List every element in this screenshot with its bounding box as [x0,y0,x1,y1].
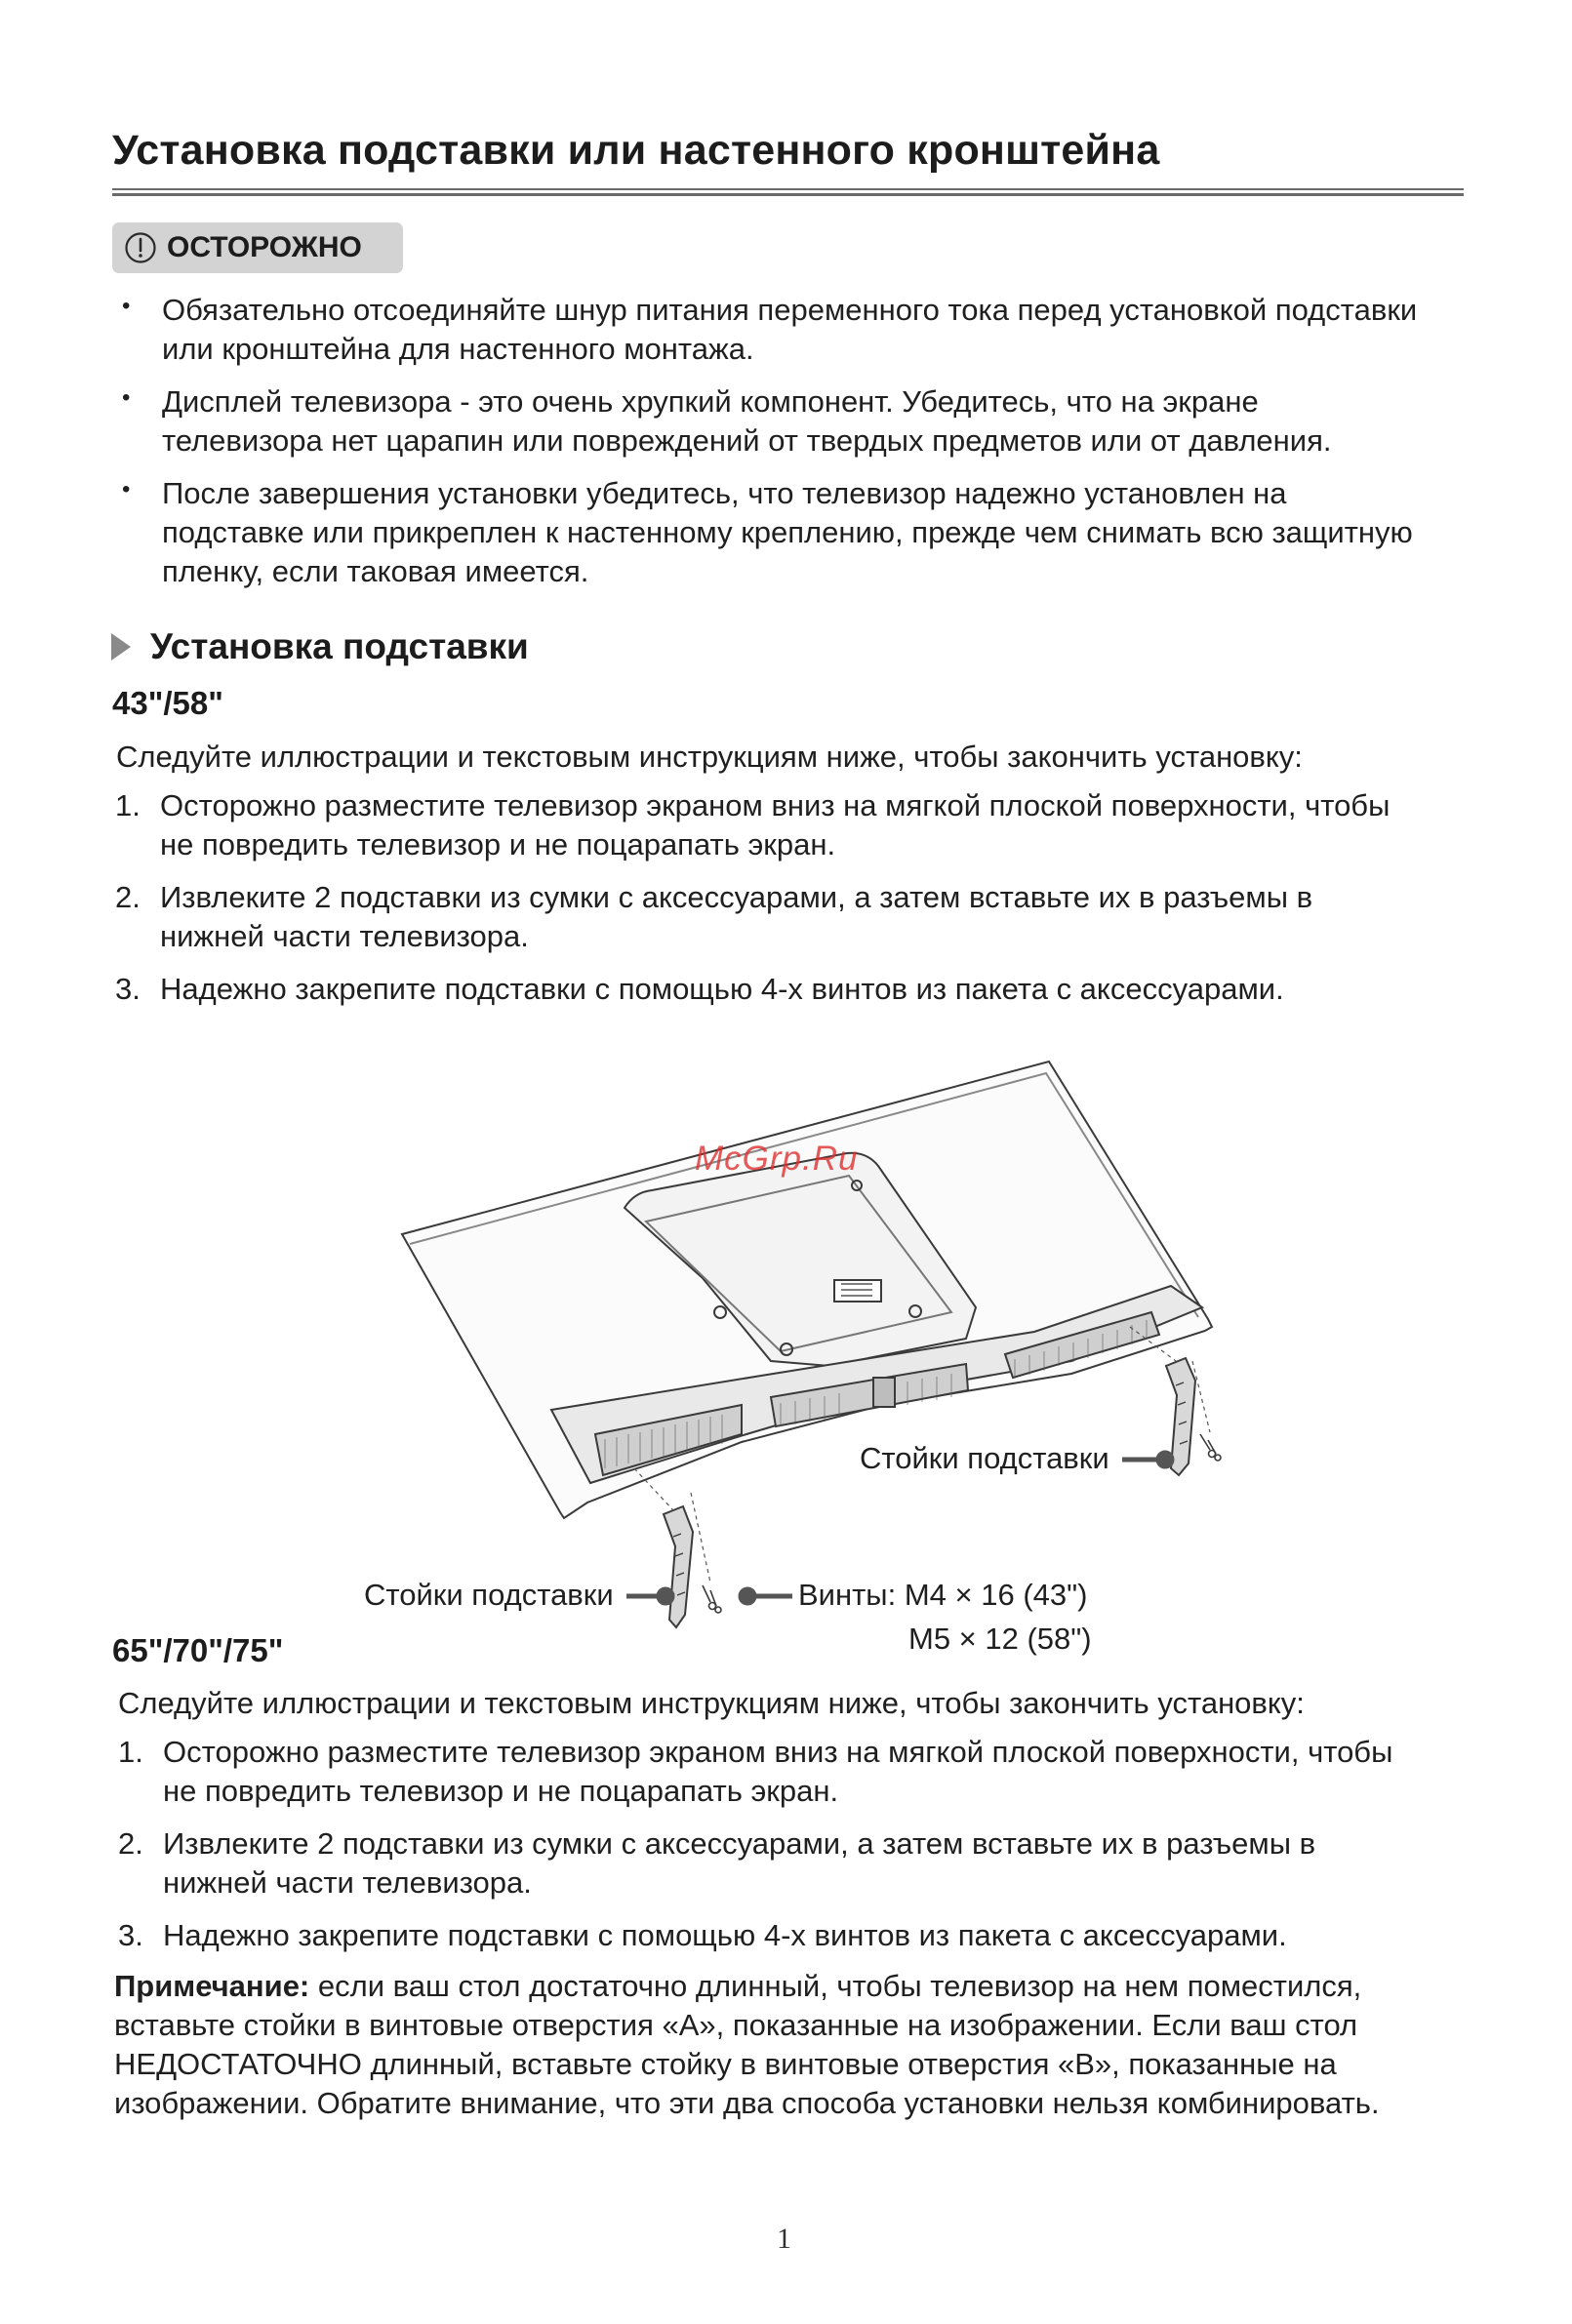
page-title: Установка подставки или настенного кронштейна [112,127,1160,174]
title-divider [112,188,1464,196]
list-item: 1. Осторожно разместите телевизор экраном вниз на мягкой плоской поверхности, чтобы не повредить телевизор и не поцарапать экран. [118,1735,1393,1808]
stand-leg-left [664,1506,693,1627]
model-heading-43-58: 43"/58" [112,685,223,721]
exclamation-circle-icon [124,231,157,264]
steps-list [118,1733,1484,1969]
note-paragraph: Примечание: если ваш стол достаточно длинный, чтобы телевизор на нем поместился, вставьте стойки в винтовые отверстия «A», показанные на изображении. Если ваш стол НЕДОСТАТОЧНО длинный, вставьте стойку в винтовые отверстия «B», показанные на изображении. Обратите внимание, что эти два способа установки нельзя комбинировать. [114,1969,1380,2120]
bullet-icon: • [122,476,131,502]
stand-label-right: Стойки подставки [860,1441,1109,1475]
screws-right [1200,1434,1221,1461]
model-heading-65-70-75: 65"/70"/75" [112,1632,284,1668]
caution-badge [112,222,403,273]
list-item: 2. Извлеките 2 подставки из сумки с аксессуарами, а затем вставьте их в разъемы в нижней части телевизора. [115,880,1313,953]
screws-label: Винты: M4 × 16 (43") [798,1578,1088,1612]
triangle-right-icon [109,631,133,662]
section-heading: Установка подставки [109,626,529,667]
watermark: McGrp.Ru [695,1140,859,1178]
list-item: 2. Извлеките 2 подставки из сумки с аксессуарами, а затем вставьте их в разъемы в нижней части телевизора. [118,1826,1316,1900]
screws-left [703,1585,721,1613]
intro-text: Следуйте иллюстрации и текстовым инструкциям ниже, чтобы закончить установку: [118,1686,1305,1720]
bullet-icon: • [122,293,131,319]
list-item: • Обязательно отсоединяйте шнур питания переменного тока перед установкой подставки или кронштейна для настенного монтажа. [112,291,1478,369]
list-item: 3. Надежно закрепите подставки с помощью 4-х винтов из пакета с аксессуарами. [115,972,1284,1006]
list-item: • Дисплей телевизора - это очень хрупкий компонент. Убедитесь, что на экране телевизора нет царапин или повреждений от твердых предметов или от давления. [112,382,1478,461]
steps-list [115,786,1481,1022]
caution-list [112,291,1478,605]
stand-label-left: Стойки подставки [364,1578,614,1612]
tv-stand-illustration [0,1044,1572,1629]
bullet-icon: • [122,384,131,411]
screws-label-line2: M5 × 12 (58") [908,1622,1092,1656]
list-item: 3. Надежно закрепите подставки с помощью 4-х винтов из пакета с аксессуарами. [118,1918,1287,1952]
note-label: Примечание: [114,1969,310,2003]
caution-label: ОСТОРОЖНО [167,231,362,263]
list-item: 1. Осторожно разместите телевизор экраном вниз на мягкой плоской поверхности, чтобы не повредить телевизор и не поцарапать экран. [115,788,1391,861]
intro-text: Следуйте иллюстрации и текстовым инструкциям ниже, чтобы закончить установку: [116,740,1303,774]
list-item: • После завершения установки убедитесь, что телевизор надежно установлен на подставке или прикреплен к настенному креплению, прежде чем снимать всю защитную пленку, если таковая имеется. [112,474,1478,591]
page-number: 1 [777,2223,791,2255]
